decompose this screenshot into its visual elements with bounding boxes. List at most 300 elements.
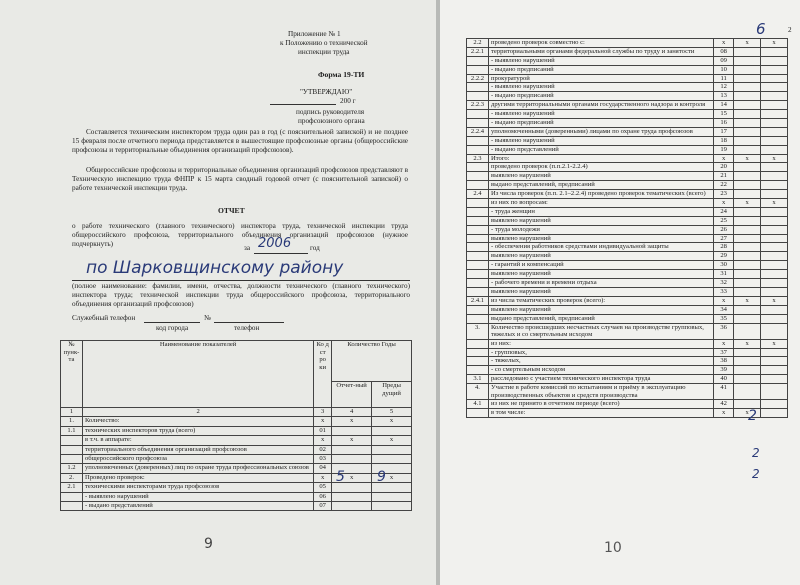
- cell-b: х: [761, 154, 788, 163]
- cell-name: - выявлено нарушений: [488, 56, 713, 65]
- table-row: [61, 454, 412, 463]
- cell-code: 39: [714, 366, 734, 375]
- cell-n: 2.4: [467, 190, 489, 199]
- cell-code: х: [714, 409, 734, 418]
- cell-code: 07: [314, 501, 332, 510]
- table-row: [467, 154, 788, 163]
- cell-b: х: [372, 417, 412, 426]
- cell-name: - выявлено нарушений: [488, 83, 713, 92]
- cell-n: 1.2: [61, 464, 83, 473]
- handwritten-year: 2006: [258, 236, 292, 251]
- form-title: Форма 19-ТИ: [318, 70, 365, 79]
- appendix-line-3: инспекции труда: [298, 48, 350, 56]
- cell-code: 41: [714, 384, 734, 400]
- cell-a: х: [734, 199, 761, 208]
- table-row: [467, 357, 788, 366]
- approve-year: 200 г: [340, 97, 356, 105]
- cell-code: х: [714, 296, 734, 305]
- cell-a: [734, 234, 761, 243]
- cell-a: [734, 92, 761, 101]
- cell-code: х: [714, 199, 734, 208]
- table-row: [467, 261, 788, 270]
- table-row: [467, 384, 788, 400]
- right-page: [440, 0, 800, 585]
- cell-name: проведено проверок совместно с:: [488, 39, 713, 48]
- cell-name: выявлено нарушений: [488, 270, 713, 279]
- cell-a: [734, 216, 761, 225]
- table-row: [61, 483, 412, 492]
- cell-code: 16: [714, 119, 734, 128]
- cell-n: [467, 216, 489, 225]
- cell-name: из них:: [488, 339, 713, 348]
- cell-code: 19: [714, 145, 734, 154]
- cell-a: [734, 145, 761, 154]
- cell-name: техническими инспекторами труда профсоюзов: [82, 483, 313, 492]
- cell-b: [372, 426, 412, 435]
- left-indicator-table: [60, 340, 412, 511]
- appendix-line-1: Приложение № 1: [288, 30, 341, 38]
- table-row: [467, 65, 788, 74]
- table-row: [61, 417, 412, 426]
- col-num-2: 2: [82, 408, 313, 417]
- cell-n: 2.: [61, 473, 83, 482]
- cell-code: 05: [314, 483, 332, 492]
- cell-b: [372, 501, 412, 510]
- handwritten-row36: 2: [748, 408, 757, 424]
- cell-a: [734, 357, 761, 366]
- cell-b: х: [761, 199, 788, 208]
- cell-code: 35: [714, 314, 734, 323]
- table-row: [467, 279, 788, 288]
- cell-n: 1.: [61, 417, 83, 426]
- cell-code: х: [714, 154, 734, 163]
- cell-n: [467, 261, 489, 270]
- cell-a: [332, 445, 372, 454]
- cell-n: 4.: [467, 384, 489, 400]
- cell-name: выявлено нарушений: [488, 234, 713, 243]
- cell-b: [761, 136, 788, 145]
- cell-code: 36: [714, 323, 734, 339]
- table-row: [467, 181, 788, 190]
- cell-a: [332, 426, 372, 435]
- cell-code: х: [314, 417, 332, 426]
- th-code: Ко д ст ро ки: [314, 341, 332, 408]
- cell-code: 29: [714, 252, 734, 261]
- cell-b: [761, 47, 788, 56]
- cell-n: 3.: [467, 323, 489, 339]
- cell-a: [734, 127, 761, 136]
- table-row: [467, 110, 788, 119]
- cell-b: [761, 181, 788, 190]
- table-row: [467, 83, 788, 92]
- za-label: за: [244, 244, 251, 252]
- cell-code: 21: [714, 172, 734, 181]
- cell-code: 20: [714, 163, 734, 172]
- cell-a: [734, 190, 761, 199]
- table-row: [467, 101, 788, 110]
- cell-b: [761, 225, 788, 234]
- table-row: [467, 47, 788, 56]
- cell-code: 17: [714, 127, 734, 136]
- cell-n: [61, 454, 83, 463]
- cell-name: - выдано предписаний: [488, 119, 713, 128]
- cell-a: [332, 454, 372, 463]
- god-label: год: [310, 244, 320, 252]
- cell-b: [761, 409, 788, 418]
- cell-n: [467, 181, 489, 190]
- cell-b: [761, 119, 788, 128]
- approve-stamp: "УТВЕРЖДАЮ": [300, 88, 353, 96]
- table-row: [467, 136, 788, 145]
- cell-name: из числа тематических проверок (всего):: [488, 296, 713, 305]
- cell-name: проведено проверок (п.п.2.1-2.2.4): [488, 163, 713, 172]
- cell-code: 14: [714, 101, 734, 110]
- table-row: [467, 163, 788, 172]
- table-row: [467, 296, 788, 305]
- cell-a: [734, 225, 761, 234]
- phone-caption: телефон: [234, 324, 260, 332]
- cell-code: х: [714, 39, 734, 48]
- cell-n: [467, 56, 489, 65]
- full-name-caption: (полное наименование: фамилии, имени, отчества, должности технического (главного технического) инспектора труда; технической инспекции труда общероссийского профсоюза, территориального объединения организаций профсоюзов): [72, 282, 410, 308]
- cell-name: выдано представлений, предписаний: [488, 314, 713, 323]
- table-row: [467, 243, 788, 252]
- cell-a: [734, 110, 761, 119]
- cell-code: 31: [714, 270, 734, 279]
- table-row: [467, 366, 788, 375]
- cell-n: [61, 445, 83, 454]
- cell-code: 08: [714, 47, 734, 56]
- cell-code: 06: [314, 492, 332, 501]
- cell-b: х: [372, 436, 412, 445]
- cell-b: [761, 92, 788, 101]
- cell-b: [372, 445, 412, 454]
- table-row: [467, 56, 788, 65]
- cell-a: [734, 384, 761, 400]
- cell-code: 38: [714, 357, 734, 366]
- cell-b: [761, 127, 788, 136]
- cell-code: 32: [714, 279, 734, 288]
- cell-n: [467, 270, 489, 279]
- cell-a: [734, 366, 761, 375]
- table-row: [467, 207, 788, 216]
- cell-n: [467, 136, 489, 145]
- cell-a: [734, 323, 761, 339]
- cell-n: [467, 314, 489, 323]
- cell-a: [734, 314, 761, 323]
- table-row: [467, 190, 788, 199]
- cell-n: [467, 83, 489, 92]
- cell-b: [372, 454, 412, 463]
- cell-b: [761, 190, 788, 199]
- cell-name: технических инспекторов труда (всего): [82, 426, 313, 435]
- cell-b: [761, 270, 788, 279]
- table-row: [61, 436, 412, 445]
- col-num-3: 3: [314, 408, 332, 417]
- column-number-row: [61, 408, 412, 417]
- cell-n: 2.2.1: [467, 47, 489, 56]
- cell-name: - выдано предписаний: [488, 92, 713, 101]
- cell-code: 26: [714, 225, 734, 234]
- cell-name: выявлено нарушений: [488, 172, 713, 181]
- cell-name: из них по вопросам:: [488, 199, 713, 208]
- cell-code: 28: [714, 243, 734, 252]
- cell-name: выявлено нарушений: [488, 252, 713, 261]
- table-row: [467, 39, 788, 48]
- handwritten-row38: 2: [752, 446, 760, 460]
- table-row: [467, 348, 788, 357]
- handwritten-top-number: 6: [756, 20, 766, 38]
- cell-code: х: [714, 339, 734, 348]
- cell-name: общероссийского профсоюза: [82, 454, 313, 463]
- cell-name: - выявлено нарушений: [488, 136, 713, 145]
- cell-a: [734, 287, 761, 296]
- cell-n: [467, 243, 489, 252]
- city-code-caption: код города: [156, 324, 189, 332]
- cell-name: - выдано представлений: [488, 145, 713, 154]
- cell-code: 04: [314, 464, 332, 473]
- cell-name: - обеспечения работников средствами индивидуальной защиты: [488, 243, 713, 252]
- cell-name: из них не принято в отчетном периоде (всего): [488, 400, 713, 409]
- cell-a: х: [734, 339, 761, 348]
- cell-n: [467, 339, 489, 348]
- cell-b: [761, 287, 788, 296]
- cell-n: [467, 287, 489, 296]
- cell-a: [734, 270, 761, 279]
- cell-n: 1.1: [61, 426, 83, 435]
- cell-name: - рабочего времени и времени отдыха: [488, 279, 713, 288]
- cell-code: 01: [314, 426, 332, 435]
- cell-b: [761, 56, 788, 65]
- cell-a: [734, 243, 761, 252]
- cell-code: 03: [314, 454, 332, 463]
- sign-caption-1: подпись руководителя: [296, 108, 365, 116]
- th-previous-year: Преды дущий: [372, 382, 412, 408]
- cell-b: х: [761, 296, 788, 305]
- cell-a: х: [332, 436, 372, 445]
- table-row: [467, 199, 788, 208]
- phone-label: Служебный телефон: [72, 314, 136, 322]
- cell-code: 37: [714, 348, 734, 357]
- cell-code: х: [314, 436, 332, 445]
- cell-b: [761, 366, 788, 375]
- cell-b: [761, 145, 788, 154]
- cell-n: [467, 348, 489, 357]
- cell-a: [734, 375, 761, 384]
- col-num-4: 4: [332, 408, 372, 417]
- cell-name: - тяжелых,: [488, 357, 713, 366]
- cell-code: 23: [714, 190, 734, 199]
- phone-number-sign: №: [204, 314, 211, 322]
- cell-name: - со смертельным исходом: [488, 366, 713, 375]
- cell-a: [734, 261, 761, 270]
- table-row: [467, 119, 788, 128]
- cell-a: [734, 172, 761, 181]
- cell-b: [761, 305, 788, 314]
- cell-b: [761, 172, 788, 181]
- cell-code: х: [314, 473, 332, 482]
- cell-name: Количество происшедших несчастных случаев на производстве групповых, тяжелых и со смертельным исходом: [488, 323, 713, 339]
- cell-name: территориальными органами федеральной службы по труду и занятости: [488, 47, 713, 56]
- cell-n: [467, 252, 489, 261]
- cell-a: [332, 501, 372, 510]
- cell-code: 24: [714, 207, 734, 216]
- cell-n: 2.2: [467, 39, 489, 48]
- table-row: [467, 305, 788, 314]
- cell-n: [467, 65, 489, 74]
- cell-name: выявлено нарушений: [488, 216, 713, 225]
- th-reporting-year: Отчет-ный: [332, 382, 372, 408]
- table-row: [467, 323, 788, 339]
- cell-n: [467, 119, 489, 128]
- cell-a: [734, 252, 761, 261]
- cell-code: 42: [714, 400, 734, 409]
- cell-n: 2.2.4: [467, 127, 489, 136]
- cell-name: - труда женщин: [488, 207, 713, 216]
- handwritten-row40: 2: [752, 467, 760, 481]
- cell-b: [372, 492, 412, 501]
- handwritten-district: по Шарковщинскому району: [86, 258, 344, 278]
- cell-name: - выявлено нарушений: [82, 492, 313, 501]
- cell-n: [467, 234, 489, 243]
- table-row: [61, 501, 412, 510]
- cell-name: другими территориальными органами государственного надзора и контроля: [488, 101, 713, 110]
- cell-n: [467, 92, 489, 101]
- cell-code: 11: [714, 74, 734, 83]
- cell-b: [761, 375, 788, 384]
- cell-a: [332, 492, 372, 501]
- table-row: [467, 127, 788, 136]
- cell-a: [734, 83, 761, 92]
- table-row: [61, 445, 412, 454]
- cell-a: [734, 47, 761, 56]
- cell-code: 18: [714, 136, 734, 145]
- table-row: [467, 74, 788, 83]
- cell-n: [467, 110, 489, 119]
- cell-b: [761, 243, 788, 252]
- cell-b: [761, 323, 788, 339]
- right-indicator-table: [466, 38, 788, 418]
- cell-name: территориального объединения организаций профсоюзов: [82, 445, 313, 454]
- cell-b: [761, 163, 788, 172]
- th-number: № пунк-та: [61, 341, 83, 408]
- cell-code: 02: [314, 445, 332, 454]
- cell-b: [761, 384, 788, 400]
- cell-a: х: [734, 39, 761, 48]
- cell-code: 25: [714, 216, 734, 225]
- cell-n: 3.1: [467, 375, 489, 384]
- cell-a: [734, 181, 761, 190]
- table-row: [467, 216, 788, 225]
- cell-b: [761, 314, 788, 323]
- cell-a: х: [734, 409, 761, 418]
- cell-code: 22: [714, 181, 734, 190]
- cell-n: 4.1: [467, 400, 489, 409]
- table-row: [61, 426, 412, 435]
- cell-n: 2.2.2: [467, 74, 489, 83]
- cell-a: [734, 119, 761, 128]
- cell-b: [761, 74, 788, 83]
- cell-n: [467, 163, 489, 172]
- table-row: [467, 409, 788, 418]
- cell-code: 40: [714, 375, 734, 384]
- cell-a: [734, 74, 761, 83]
- appendix-line-2: к Положению о технической: [280, 39, 368, 47]
- table-row: [467, 234, 788, 243]
- cell-code: 30: [714, 261, 734, 270]
- cell-a: х: [734, 296, 761, 305]
- table-row: [467, 314, 788, 323]
- sign-caption-2: профсоюзного органа: [298, 117, 365, 125]
- cell-code: 13: [714, 92, 734, 101]
- cell-b: [761, 252, 788, 261]
- cell-code: 34: [714, 305, 734, 314]
- cell-n: [467, 199, 489, 208]
- cell-a: [734, 136, 761, 145]
- page-number-left: 9: [204, 536, 213, 552]
- table-row: [467, 375, 788, 384]
- paragraph-2: Общероссийские профсоюзы и территориальные объединения организаций профсоюзов представляют в Техническую инспекцию труда ФНПР к 15 марта сводный годовой отчет (с пояснительной запиской) о работе технической инспекции труда.: [72, 166, 408, 192]
- page-number-right: 10: [604, 540, 622, 556]
- corner-page-number: 2: [788, 26, 792, 34]
- report-description: о работе технического (главного технического) инспектора труда, технической инспекции труда общероссийского профсоюза, территориального объединения организаций профсоюзов (нужное подчеркнуть): [72, 222, 408, 248]
- cell-n: [467, 366, 489, 375]
- table-row: [467, 252, 788, 261]
- cell-name: уполномоченными (доверенными) лицами по охране труда профсоюзов: [488, 127, 713, 136]
- cell-b: [761, 65, 788, 74]
- cell-n: [61, 492, 83, 501]
- cell-b: [761, 234, 788, 243]
- cell-name: выявлено нарушений: [488, 287, 713, 296]
- cell-b: [761, 261, 788, 270]
- cell-n: [467, 225, 489, 234]
- cell-b: [761, 110, 788, 119]
- table-row: [61, 464, 412, 473]
- cell-n: [467, 279, 489, 288]
- cell-b: х: [761, 339, 788, 348]
- table-row: [467, 172, 788, 181]
- cell-a: [734, 305, 761, 314]
- table-row: [467, 339, 788, 348]
- table-row: [61, 492, 412, 501]
- cell-a: [734, 279, 761, 288]
- table-row: [61, 473, 412, 482]
- cell-name: прокуратурой: [488, 74, 713, 83]
- cell-b: [761, 348, 788, 357]
- cell-code: 12: [714, 83, 734, 92]
- cell-name: Количество:: [82, 417, 313, 426]
- th-quantity: Количество Годы: [332, 341, 412, 382]
- cell-n: [61, 436, 83, 445]
- col-num-5: 5: [372, 408, 412, 417]
- cell-n: 2.1: [61, 483, 83, 492]
- cell-n: 2.3: [467, 154, 489, 163]
- cell-name: - выявлено нарушений: [488, 110, 713, 119]
- table-row: [467, 92, 788, 101]
- cell-name: - групповых,: [488, 348, 713, 357]
- cell-name: в т.ч. в аппарате:: [82, 436, 313, 445]
- cell-name: - труда молодежи: [488, 225, 713, 234]
- cell-b: [761, 207, 788, 216]
- cell-n: [467, 357, 489, 366]
- cell-n: [467, 305, 489, 314]
- cell-n: [61, 501, 83, 510]
- cell-b: [761, 400, 788, 409]
- cell-a: [734, 56, 761, 65]
- cell-b: [761, 83, 788, 92]
- cell-name: Участие в работе комиссий по испытаниям и приёму в эксплуатацию производственных объектов и средств производства: [488, 384, 713, 400]
- cell-a: [734, 207, 761, 216]
